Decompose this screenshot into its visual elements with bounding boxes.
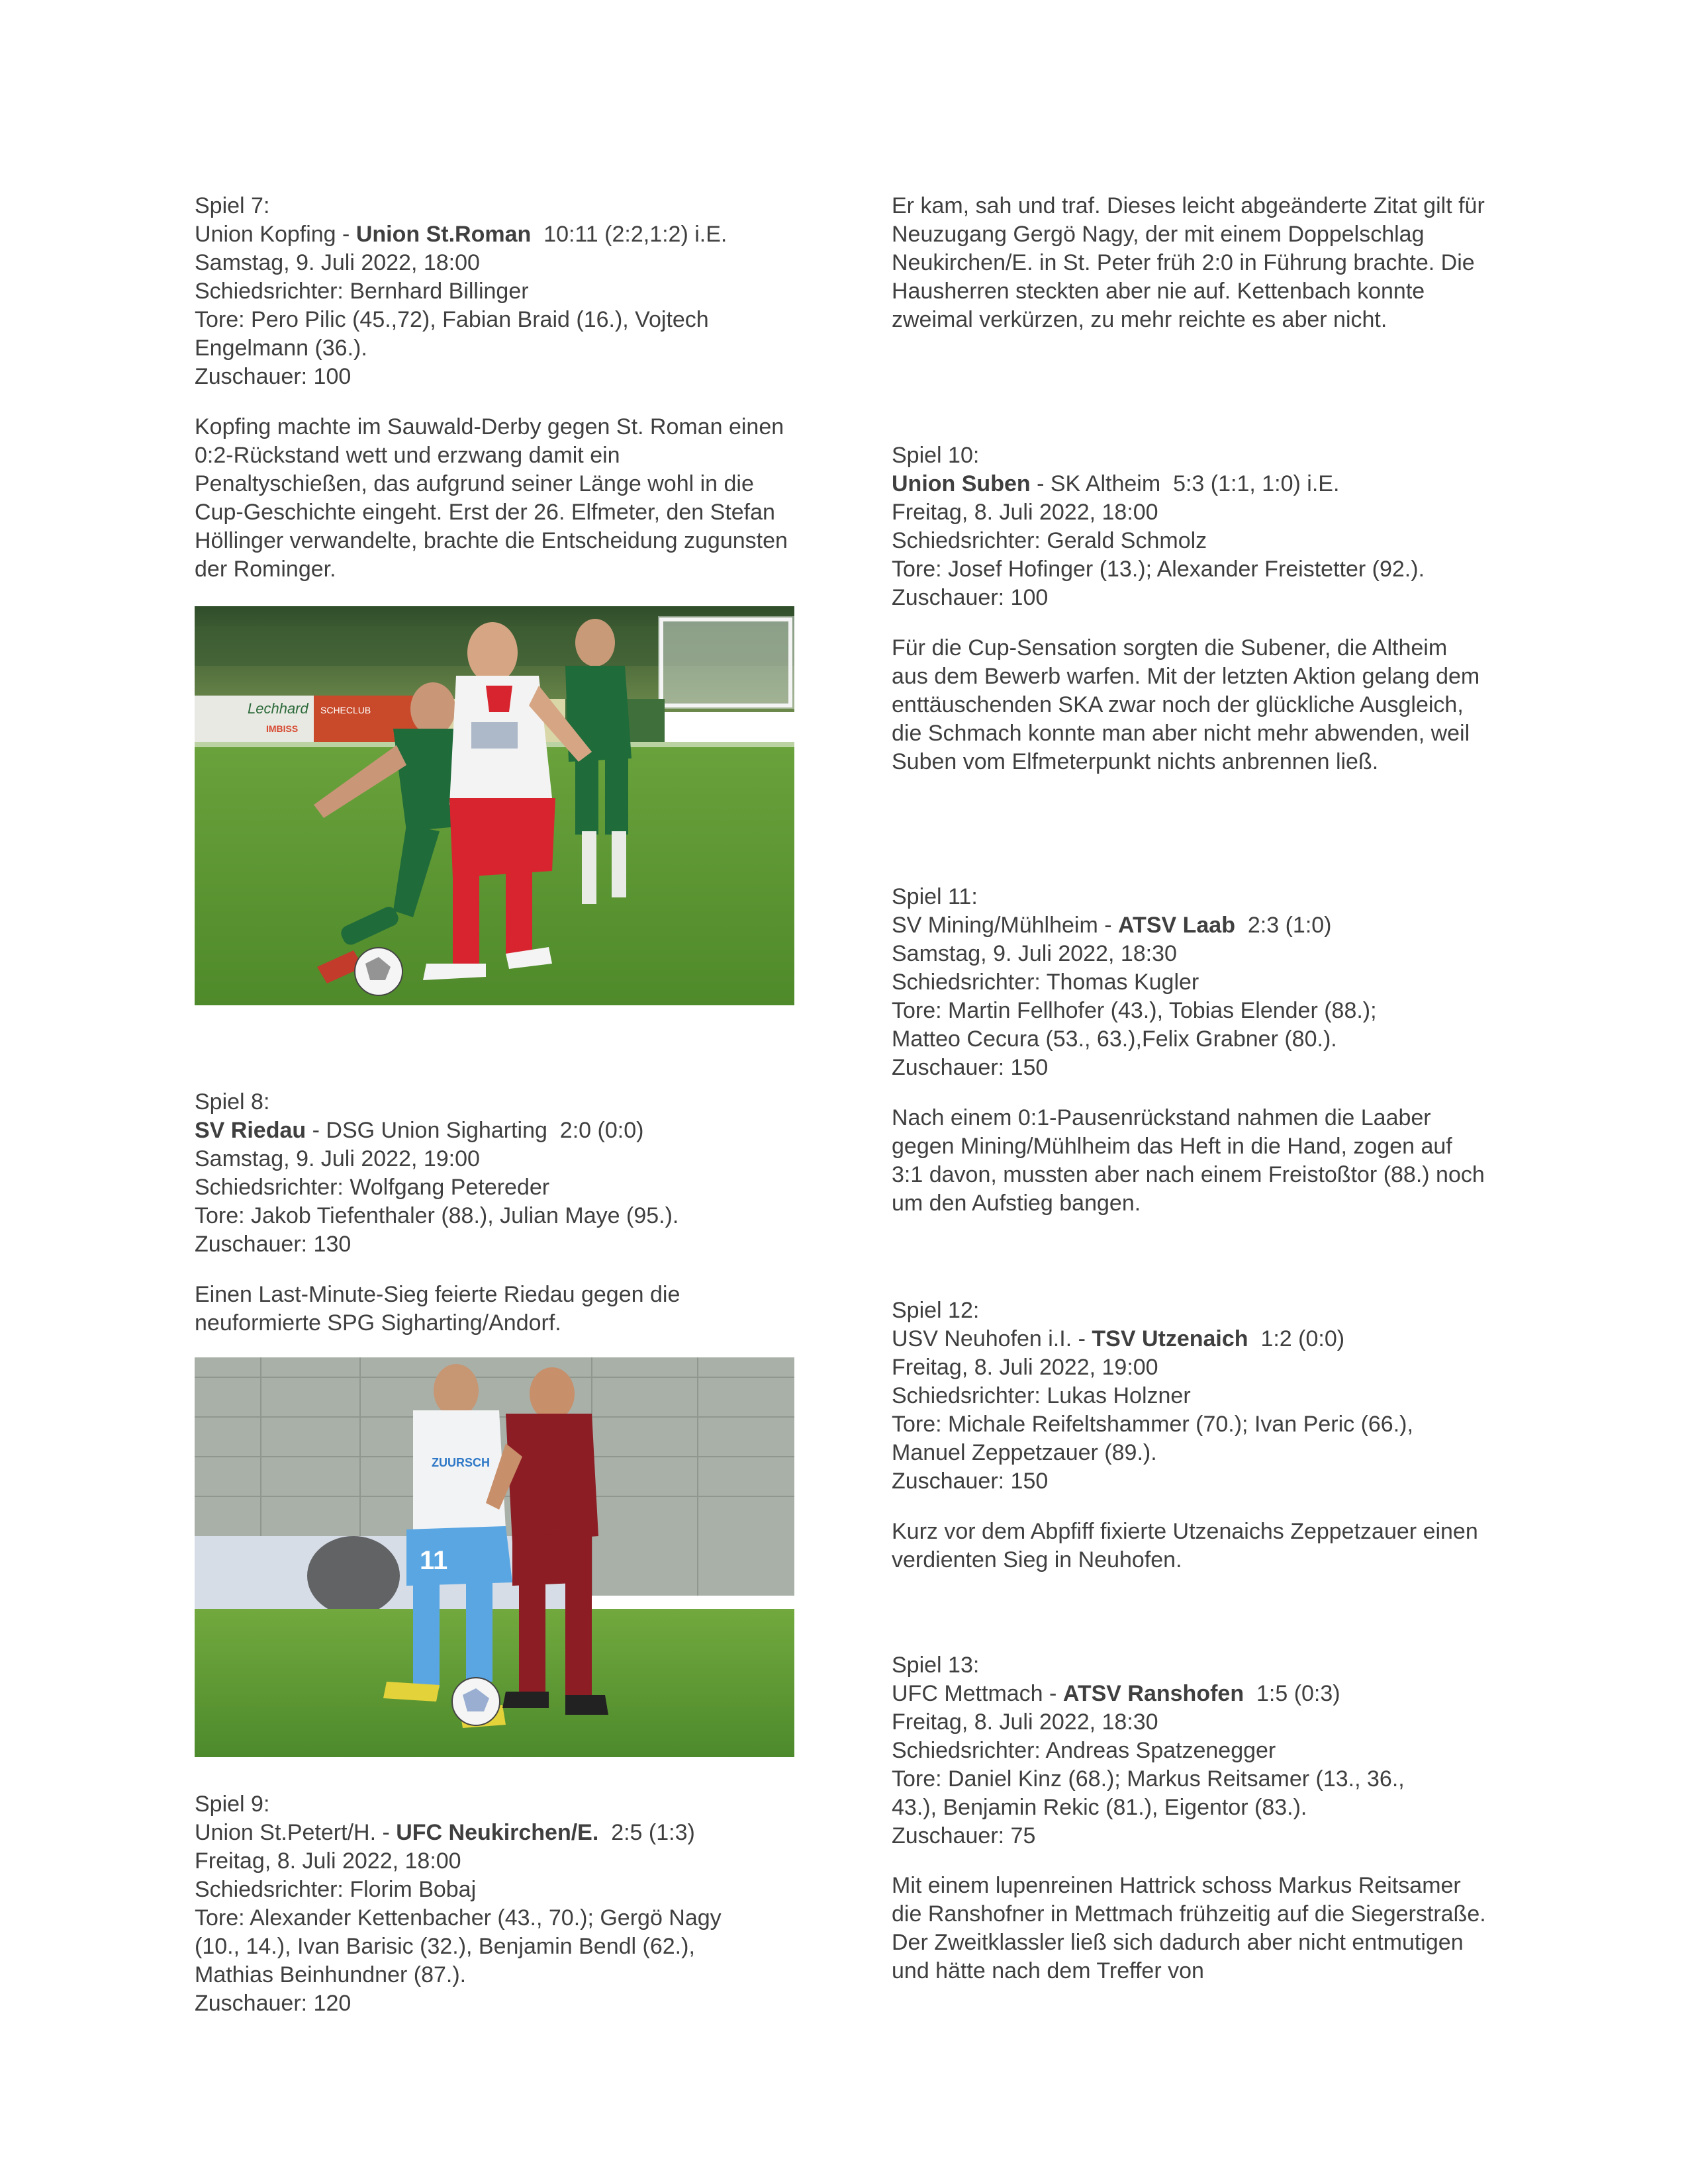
game-goals: Tore: Josef Hofinger (13.); Alexander Freistetter (92.).	[892, 557, 1425, 582]
game-8-info	[195, 1088, 679, 1259]
game-goals: Tore: Daniel Kinz (68.); Markus Reitsamer (13., 36.,	[892, 1766, 1405, 1792]
game-referee: Schiedsrichter: Thomas Kugler	[892, 970, 1199, 995]
game-goals: Tore: Jakob Tiefenthaler (88.), Julian Maye (95.).	[195, 1203, 679, 1228]
game-matchup: UFC Mettmach - ATSV Ranshofen 1:5 (0:3)	[892, 1681, 1340, 1706]
game-matchup: SV Riedau - DSG Union Sigharting 2:0 (0:0)	[195, 1118, 644, 1143]
game-goals-cont: Matteo Cecura (53., 63.),Felix Grabner (80.).	[892, 1026, 1337, 1052]
game-8-report: Einen Last-Minute-Sieg feierte Riedau gegen die neuformierte SPG Sigharting/Andorf.	[195, 1282, 680, 1336]
game-goals: Tore: Alexander Kettenbacher (43., 70.); Gergö Nagy	[195, 1905, 722, 1931]
game-11-info	[892, 883, 1377, 1082]
game-9-report: Er kam, sah und traf. Dieses leicht abgeänderte Zitat gilt für Neuzugang Gergö Nagy, der mit einem Doppelschlag Neukirchen/E. in St. Peter früh 2:0 in Führung brachte. Die Hausherren steckten aber nie auf. Kettenbach konnte zweimal verkürzen, zu mehr reichte es aber nicht.	[892, 193, 1485, 332]
home-team: UFC Mettmach	[892, 1681, 1043, 1706]
game-goals-cont: Engelmann (36.).	[195, 336, 367, 361]
match-photo-kopfing	[195, 606, 794, 1005]
game-11-report: Nach einem 0:1-Pausenrückstand nahmen die Laaber gegen Mining/Mühlheim das Heft in die Hand, zogen auf 3:1 davon, mussten aber nach einem Freistoßtor (88.) noch um den Aufstieg bangen.	[892, 1105, 1485, 1216]
game-spectators: Zuschauer: 75	[892, 1823, 1036, 1848]
game-date: Freitag, 8. Juli 2022, 19:00	[892, 1355, 1158, 1380]
away-team: DSG Union Sigharting	[326, 1118, 547, 1143]
game-title: Spiel 11:	[892, 884, 978, 909]
game-referee: Schiedsrichter: Wolfgang Petereder	[195, 1175, 550, 1200]
winner-team: Union St.Roman	[355, 222, 532, 247]
game-date: Samstag, 9. Juli 2022, 19:00	[195, 1146, 480, 1171]
svg-text:Lechhard: Lechhard	[248, 700, 308, 717]
winner-team: ATSV Laab	[1118, 913, 1235, 938]
game-referee: Schiedsrichter: Andreas Spatzenegger	[892, 1738, 1276, 1763]
game-spectators: Zuschauer: 120	[195, 1991, 352, 2016]
game-9-info	[195, 1790, 722, 2018]
winner-team: SV Riedau	[195, 1118, 306, 1143]
game-12-report: Kurz vor dem Abpfiff fixierte Utzenaichs Zeppetzauer einen verdienten Sieg in Neuhofen.	[892, 1519, 1478, 1572]
game-spectators: Zuschauer: 100	[892, 585, 1049, 610]
svg-text:SCHECLUB: SCHECLUB	[320, 705, 371, 715]
home-team: Union St.Petert/H.	[195, 1820, 377, 1845]
game-title: Spiel 10:	[892, 443, 980, 468]
game-result: 10:11 (2:2,1:2) i.E.	[531, 222, 727, 247]
winner-team: ATSV Ranshofen	[1062, 1681, 1244, 1706]
game-goals-cont: (10., 14.), Ivan Barisic (32.), Benjamin Bendl (62.),	[195, 1934, 695, 1959]
home-team: SV Mining/Mühlheim	[892, 913, 1098, 938]
game-result: 2:0 (0:0)	[547, 1118, 644, 1143]
game-13-report: Mit einem lupenreinen Hattrick schoss Markus Reitsamer die Ranshofner in Mettmach frühzeitig auf die Siegerstraße. Der Zweitklassler ließ sich dadurch aber nicht entmutigen und hätte nach dem Treffer von	[892, 1873, 1486, 1983]
game-title: Spiel 12:	[892, 1298, 980, 1323]
game-referee: Schiedsrichter: Gerald Schmolz	[892, 528, 1207, 553]
game-matchup: USV Neuhofen i.I. - TSV Utzenaich 1:2 (0:0)	[892, 1326, 1345, 1351]
game-7-info	[195, 192, 727, 391]
game-goals: Tore: Pero Pilic (45.,72), Fabian Braid (16.), Vojtech	[195, 307, 709, 332]
svg-text:11: 11	[420, 1546, 448, 1575]
game-title: Spiel 9:	[195, 1792, 270, 1817]
game-title: Spiel 8:	[195, 1089, 270, 1115]
winner-team: UFC Neukirchen/E.	[396, 1820, 599, 1845]
game-spectators: Zuschauer: 100	[195, 364, 352, 389]
svg-text:ZUURSCH: ZUURSCH	[432, 1456, 490, 1469]
game-result: 1:5 (0:3)	[1244, 1681, 1340, 1706]
game-result: 2:5 (1:3)	[598, 1820, 695, 1845]
game-result: 2:3 (1:0)	[1235, 913, 1332, 938]
game-date: Freitag, 8. Juli 2022, 18:30	[892, 1709, 1158, 1735]
game-goals: Tore: Michale Reifeltshammer (70.); Ivan Peric (66.),	[892, 1412, 1413, 1437]
away-team: SK Altheim	[1050, 471, 1161, 496]
game-referee: Schiedsrichter: Lukas Holzner	[892, 1383, 1191, 1408]
game-matchup: SV Mining/Mühlheim - ATSV Laab 2:3 (1:0)	[892, 913, 1332, 938]
game-13-info	[892, 1651, 1405, 1850]
game-result: 1:2 (0:0)	[1248, 1326, 1345, 1351]
game-spectators: Zuschauer: 130	[195, 1232, 352, 1257]
svg-text:IMBISS: IMBISS	[266, 723, 299, 734]
game-spectators: Zuschauer: 150	[892, 1055, 1049, 1080]
game-goals-cont: 43.), Benjamin Rekic (81.), Eigentor (83.).	[892, 1795, 1307, 1820]
game-referee: Schiedsrichter: Florim Bobaj	[195, 1877, 477, 1902]
game-spectators: Zuschauer: 150	[892, 1469, 1049, 1494]
game-goals-cont: Mathias Beinhundner (87.).	[195, 1962, 467, 1987]
game-7-report: Kopfing machte im Sauwald-Derby gegen St. Roman einen 0:2-Rückstand wett und erzwang damit ein Penaltyschießen, das aufgrund seiner Länge wohl in die Cup-Geschichte eingeht. Erst der 26. Elfmeter, den Stefan Höllinger verwandelte, brachte die Entscheidung zugunsten der Rominger.	[195, 414, 788, 582]
winner-team: Union Suben	[892, 471, 1031, 496]
game-result: 5:3 (1:1, 1:0) i.E.	[1160, 471, 1340, 496]
game-date: Freitag, 8. Juli 2022, 18:00	[892, 500, 1158, 525]
home-team: USV Neuhofen i.I.	[892, 1326, 1072, 1351]
game-date: Samstag, 9. Juli 2022, 18:00	[195, 250, 480, 275]
game-referee: Schiedsrichter: Bernhard Billinger	[195, 279, 529, 304]
game-10-report: Für die Cup-Sensation sorgten die Subener, die Altheim aus dem Bewerb warfen. Mit der letzten Aktion gelang dem enttäuschenden SKA zwar noch der glückliche Ausgleich, die Schmach konnte man aber nicht mehr abwenden, weil Suben vom Elfmeterpunkt nichts anbrennen ließ.	[892, 635, 1480, 774]
game-goals-cont: Manuel Zeppetzauer (89.).	[892, 1440, 1157, 1465]
game-matchup: Union Suben - SK Altheim 5:3 (1:1, 1:0) i.E.	[892, 471, 1340, 496]
game-title: Spiel 13:	[892, 1653, 980, 1678]
game-10-info	[892, 441, 1425, 612]
game-date: Samstag, 9. Juli 2022, 18:30	[892, 941, 1177, 966]
game-date: Freitag, 8. Juli 2022, 18:00	[195, 1848, 461, 1874]
game-title: Spiel 7:	[195, 193, 270, 218]
match-photo-riedau	[195, 1357, 794, 1757]
game-goals: Tore: Martin Fellhofer (43.), Tobias Elender (88.);	[892, 998, 1377, 1023]
game-matchup: Union St.Petert/H. - UFC Neukirchen/E. 2:5 (1:3)	[195, 1820, 695, 1845]
game-matchup: Union Kopfing - Union St.Roman 10:11 (2:2,1:2) i.E.	[195, 222, 727, 247]
winner-team: TSV Utzenaich	[1092, 1326, 1248, 1351]
game-12-info	[892, 1297, 1413, 1496]
home-team: Union Kopfing	[195, 222, 336, 247]
